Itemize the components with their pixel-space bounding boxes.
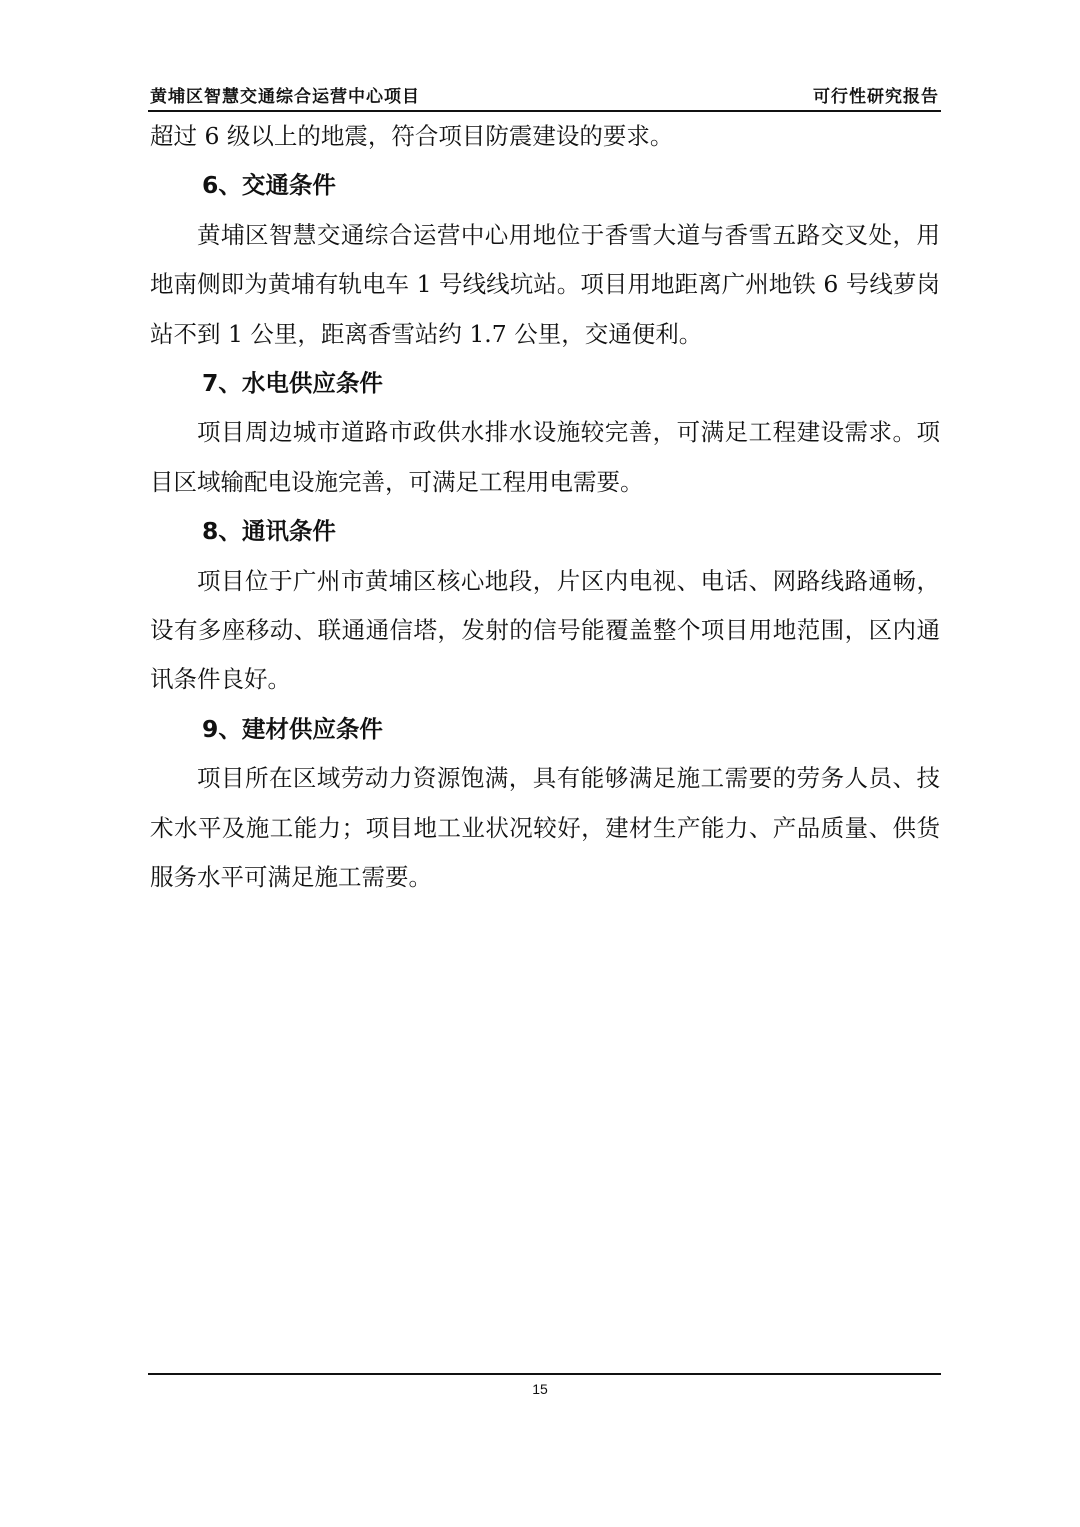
section-heading-telecom: 8、通讯条件	[202, 517, 336, 546]
section-heading-water-power: 7、水电供应条件	[202, 369, 383, 398]
document-body	[150, 112, 940, 903]
header-project-title: 黄埔区智慧交通综合运营中心项目	[150, 87, 420, 107]
section-text-traffic: 黄埔区智慧交通综合运营中心用地位于香雪大道与香雪五路交叉处，用地南侧即为黄埔有轨电车 1 号线线坑站。项目用地距离广州地铁 6 号线萝岗站不到 1 公里，距离香雪站约 1.7 公里，交通便利。	[150, 220, 940, 348]
section-heading-traffic: 6、交通条件	[202, 171, 336, 200]
section-heading-materials: 9、建材供应条件	[202, 714, 383, 743]
header-report-type: 可行性研究报告	[813, 87, 939, 107]
intro-paragraph: 超过 6 级以上的地震，符合项目防震建设的要求。	[150, 122, 674, 150]
section-text-materials: 项目所在区域劳动力资源饱满，具有能够满足施工需要的劳务人员、技术水平及施工能力；项目地工业状况较好，建材生产能力、产品质量、供货服务水平可满足施工需要。	[150, 764, 940, 892]
page-number: 15	[532, 1381, 548, 1397]
footer-divider	[148, 1373, 941, 1375]
section-text-water-power: 项目周边城市道路市政供水排水设施较完善，可满足工程建设需求。项目区域输配电设施完善，可满足工程用电需要。	[150, 418, 940, 496]
section-text-telecom: 项目位于广州市黄埔区核心地段，片区内电视、电话、网路线路通畅，设有多座移动、联通通信塔，发射的信号能覆盖整个项目用地范围，区内通讯条件良好。	[150, 566, 940, 694]
page-header	[148, 80, 941, 112]
